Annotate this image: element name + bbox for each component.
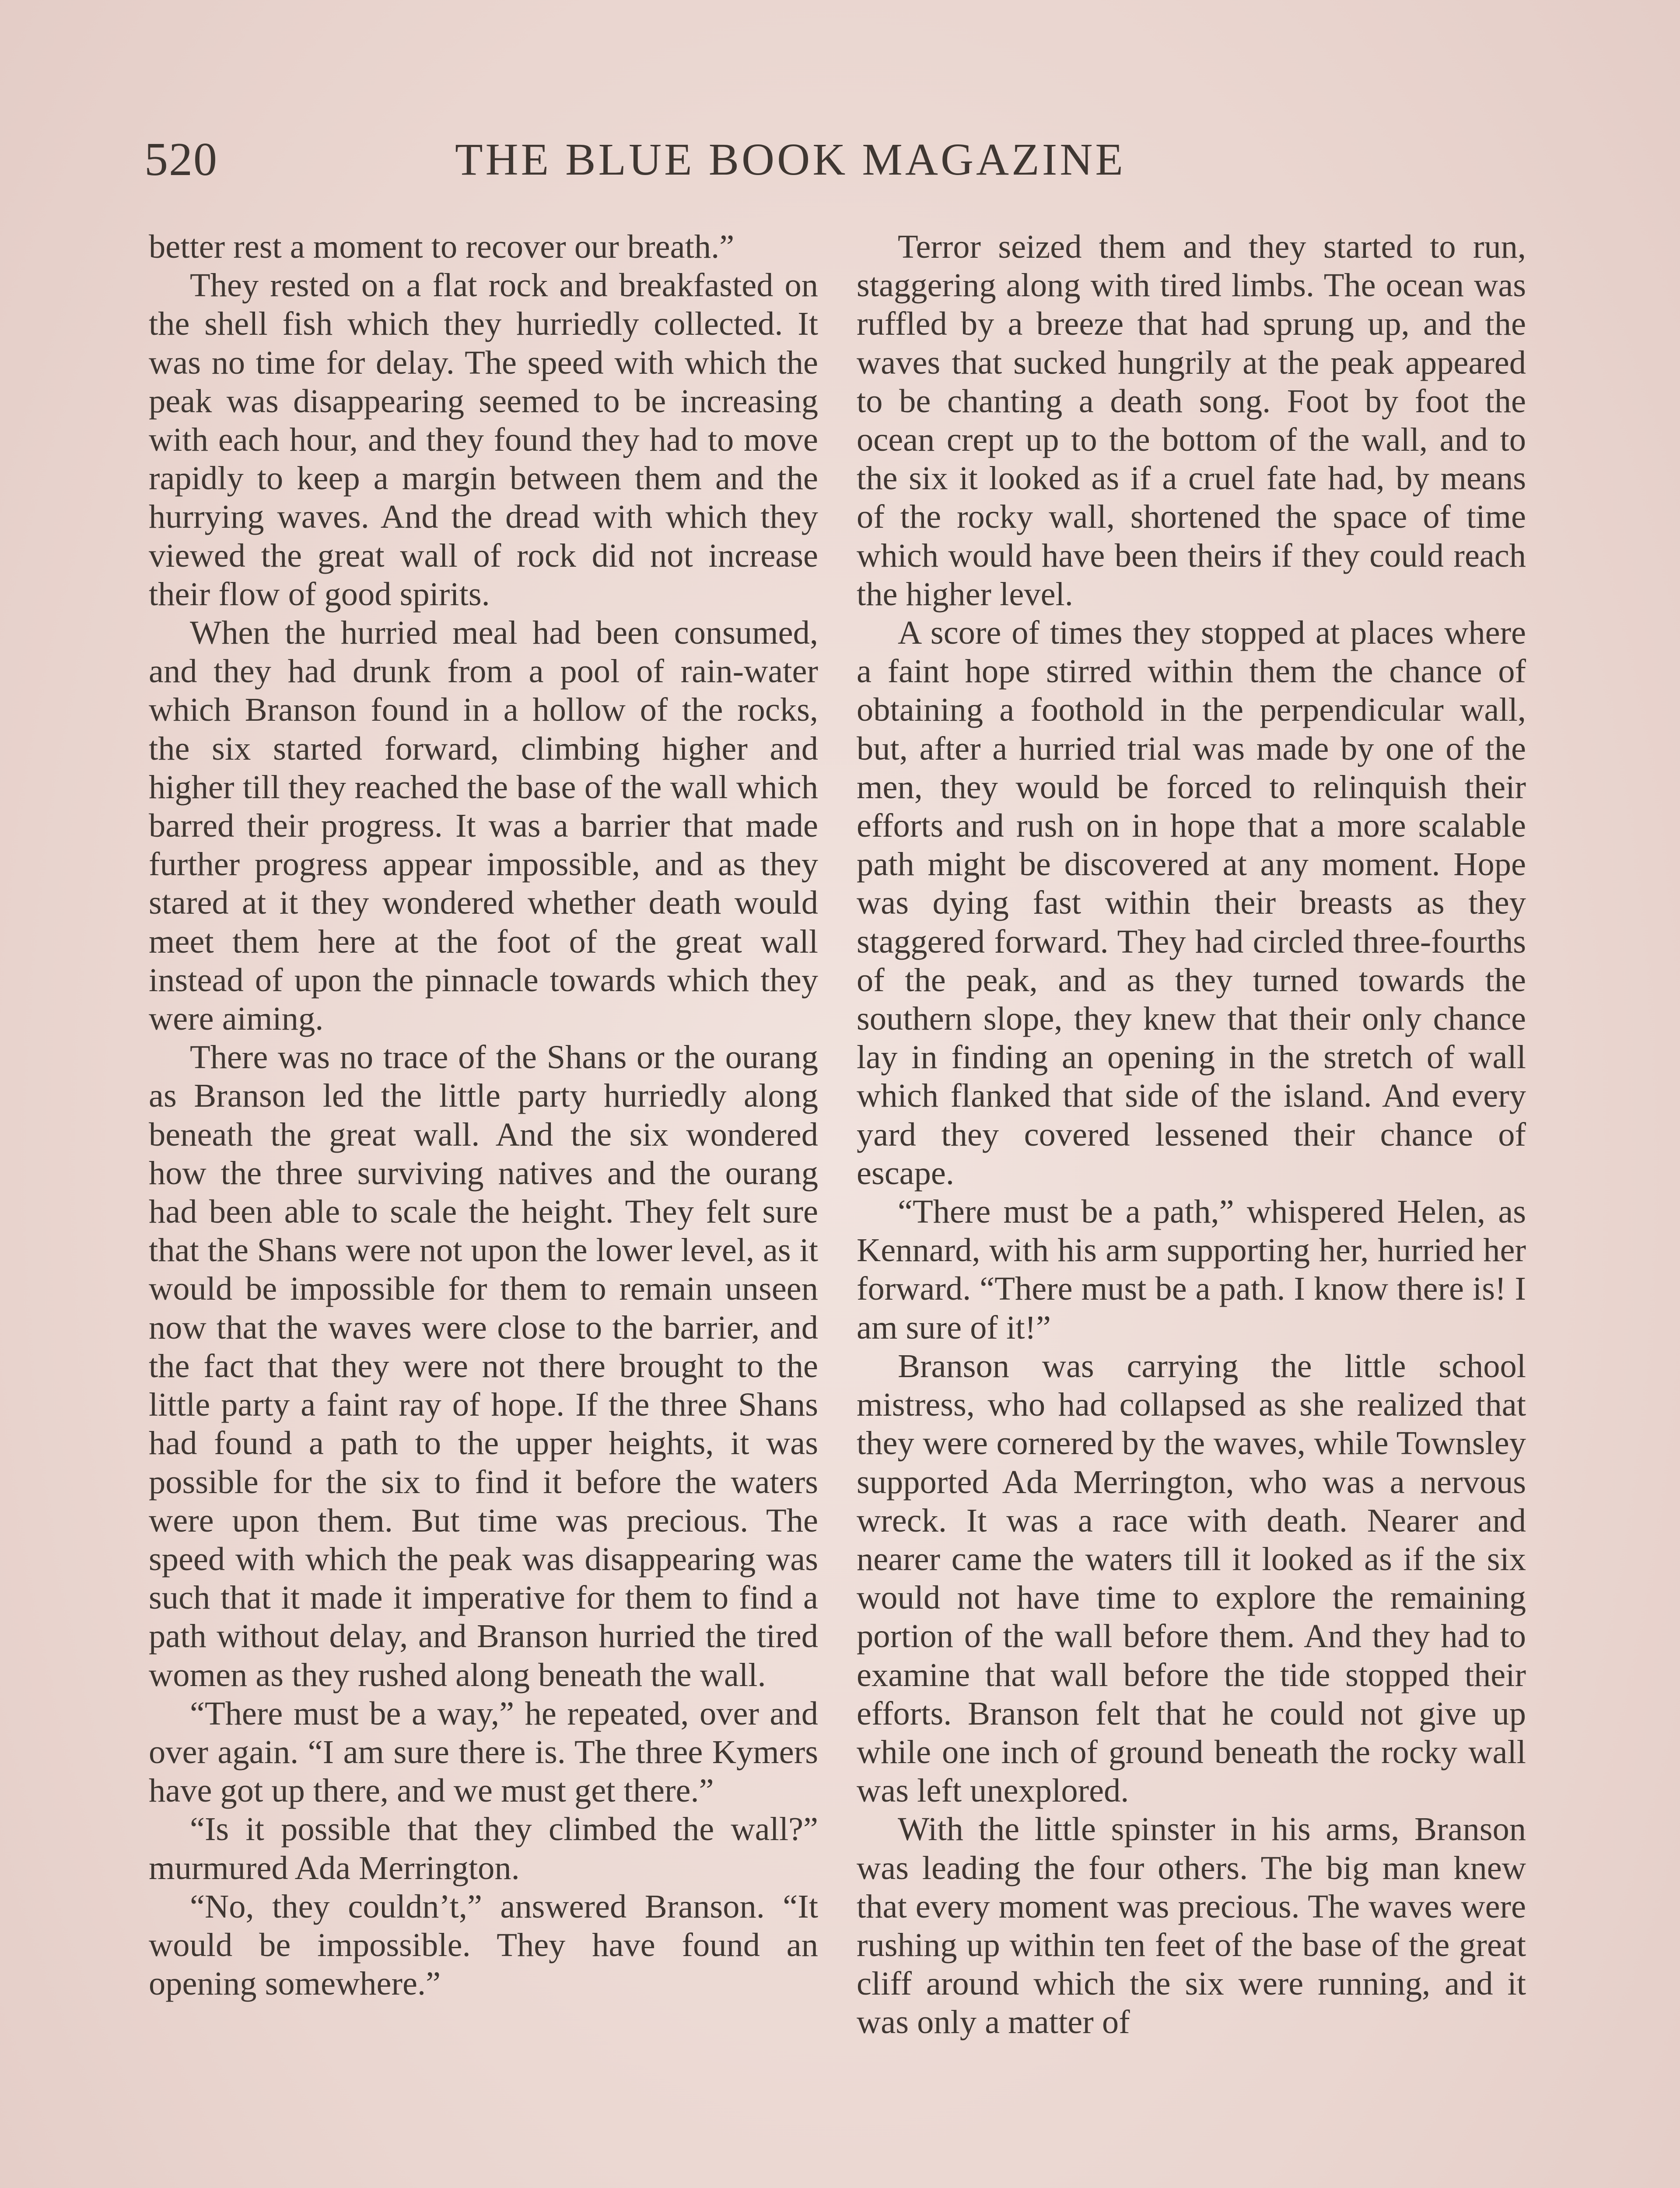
paragraph: Branson was carrying the little school mistress, who had collapsed as she realized that they were cornered by the waves, while Townsley supported Ada Merrington, who was a nervous wreck. It was a race with death. Nearer and nearer came the waters till it looked as if the six would not have time to explore the remaining portion of the wall before them. And they had to examine that wall before the tide stopped their efforts. Branson felt that he could not give up while one inch of ground beneath the rocky wall was left unexplored. (857, 1347, 1526, 1809)
paragraph: With the little spinster in his arms, Branson was leading the four others. The big man knew that every moment was precious. The waves were rushing up within ten feet of the base of the great cliff around which the six were running, and it was only a matter of (857, 1810, 1526, 2041)
paragraph: There was no trace of the Shans or the ourang as Branson led the little party hurriedly along beneath the great wall. And the six wondered how the three surviving natives and the ourang had been able to scale the height. They felt sure that the Shans were not upon the lower level, as it would be impossible for them to remain unseen now that the waves were close to the barrier, and the fact that they were not there brought to the little party a faint ray of hope. If the three Shans had found a path to the upper heights, it was possible for the six to find it before the waters were upon them. But time was precious. The speed with which the peak was disappearing was such that it made it imperative for them to find a path without delay, and Branson hurried the tired women as they rushed along beneath the wall. (149, 1038, 818, 1694)
paragraph: “There must be a path,” whispered Helen, as Kennard, with his arm supporting her, hurried her forward. “There must be a path. I know there is! I am sure of it!” (857, 1193, 1526, 1346)
paragraph: When the hurried meal had been consumed, and they had drunk from a pool of rain-water which Branson found in a hollow of the rocks, the six started forward, climbing higher and higher till they reached the base of the wall which barred their progress. It was a barrier that made further progress appear impossible, and as they stared at it they wondered whether death would meet them here at the foot of the great wall instead of upon the pinnacle towards which they were aiming. (149, 614, 818, 1038)
paragraph: “Is it possible that they climbed the wall?” murmured Ada Merrington. (149, 1810, 818, 1886)
paragraph: “There must be a way,” he repeated, over and over again. “I am sure there is. The three Kymers have got up there, and we must get there.” (149, 1694, 818, 1809)
right-column (857, 228, 1526, 2188)
paragraph: A score of times they stopped at places where a faint hope stirred within them the chance of obtaining a foothold in the perpendicular wall, but, after a hurried trial was made by one of the men, they would be forced to relinquish their efforts and rush on in hope that a more scalable path might be discovered at any moment. Hope was dying fast within their breasts as they staggered forward. They had circled three-fourths of the peak, and as they turned towards the southern slope, they knew that their only chance lay in finding an opening in the stretch of wall which flanked that side of the island. And every yard they covered lessened their chance of escape. (857, 614, 1526, 1192)
paragraph: Terror seized them and they started to run, staggering along with tired limbs. The ocean was ruffled by a breeze that had sprung up, and the waves that sucked hungrily at the peak appeared to be chanting a death song. Foot by foot the ocean crept up to the bottom of the wall, and to the six it looked as if a cruel fate had, by means of the rocky wall, shortened the space of time which would have been theirs if they could reach the higher level. (857, 228, 1526, 613)
left-column (149, 228, 818, 2188)
paragraph: They rested on a flat rock and breakfasted on the shell fish which they hurriedly collected. It was no time for delay. The speed with which the peak was disappearing seemed to be increasing with each hour, and they found they had to move rapidly to keep a margin between them and the hurrying waves. And the dread with which they viewed the great wall of rock did not increase their flow of good spirits. (149, 266, 818, 613)
paragraph: “No, they couldn’t,” answered Branson. “It would be impossible. They have found an opening somewhere.” (149, 1887, 818, 2002)
page-header (144, 129, 1544, 190)
running-title: THE BLUE BOOK MAGAZINE (455, 134, 1126, 185)
page-number: 520 (144, 133, 218, 186)
paragraph: better rest a moment to recover our breath.” (149, 228, 735, 265)
